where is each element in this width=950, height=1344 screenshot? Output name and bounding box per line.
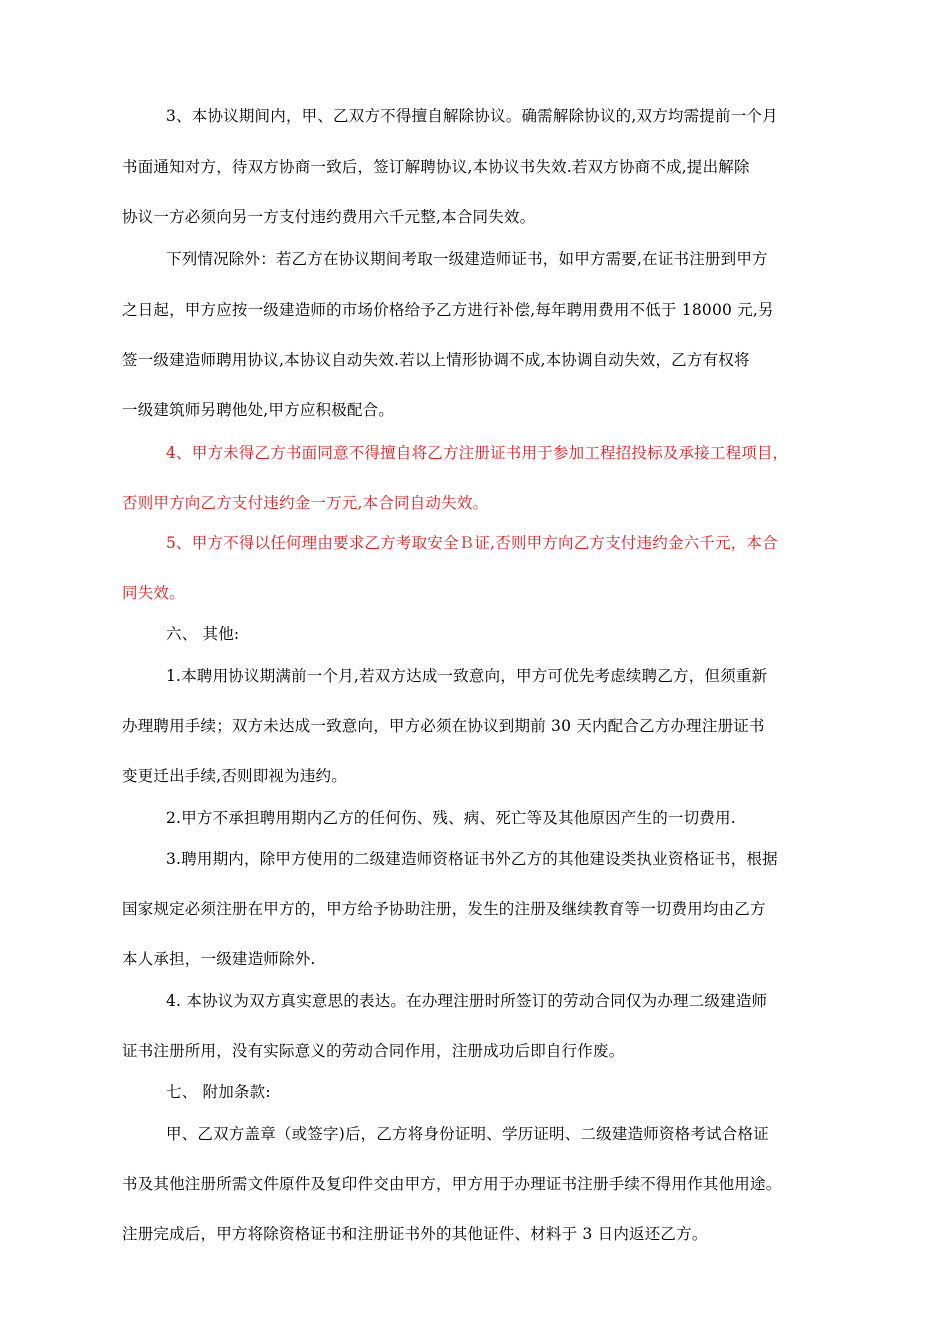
item-2-line-1: 2.甲方不承担聘用期内乙方的任何伤、残、病、死亡等及其他原因产生的一切费用. xyxy=(166,809,736,827)
section-7-heading: 七、 附加条款: xyxy=(166,1083,271,1101)
clause-3-line-3: 协议一方必须向另一方支付违约费用六千元整,本合同失效。 xyxy=(122,208,536,226)
clause-5-line-2: 同失效。 xyxy=(122,584,185,602)
item-1-line-2: 办理聘用手续；双方未达成一致意向，甲方必须在协议到期前 30 天内配合乙方办理注册证书 xyxy=(122,717,765,735)
additional-line-1: 甲、乙双方盖章（或签字)后，乙方将身份证明、学历证明、二级建造师资格考试合格证 xyxy=(166,1125,769,1143)
item-4-line-1: 4. 本协议为双方真实意思的表达。在办理注册时所签订的劳动合同仅为办理二级建造师 xyxy=(166,992,768,1010)
item-4-line-2: 证书注册所用，没有实际意义的劳动合同作用，注册成功后即自行作废。 xyxy=(122,1042,625,1060)
item-1-line-3: 变更迁出手续,否则即视为违约。 xyxy=(122,767,347,785)
clause-4-line-1: 4、甲方未得乙方书面同意不得擅自将乙方注册证书用于参加工程招投标及承接工程项目， xyxy=(166,444,789,462)
item-3-line-1: 3.聘用期内，除甲方使用的二级建造师资格证书外乙方的其他建设类执业资格证书，根据 xyxy=(166,850,778,868)
clause-3-line-2: 书面通知对方，待双方协商一致后，签订解聘协议,本协议书失效.若双方协商不成,提出解除 xyxy=(122,158,750,176)
clause-4-line-2: 否则甲方向乙方支付违约金一万元,本合同自动失效。 xyxy=(122,494,489,512)
additional-line-3: 注册完成后，甲方将除资格证书和注册证书外的其他证件、材料于 3 日内返还乙方。 xyxy=(122,1225,708,1243)
exception-line-2: 之日起，甲方应按一级建造师的市场价格给予乙方进行补偿,每年聘用费用不低于 18000 元,另 xyxy=(122,301,774,319)
section-6-heading: 六、 其他: xyxy=(166,625,240,643)
exception-line-4: 一级建筑师另聘他处,甲方应积极配合。 xyxy=(122,401,395,419)
clause-3-line-1: 3、本协议期间内，甲、乙双方不得擅自解除协议。确需解除协议的,双方均需提前一个月 xyxy=(166,107,778,125)
exception-line-1: 下列情况除外：若乙方在协议期间考取一级建造师证书，如甲方需要,在证书注册到甲方 xyxy=(166,250,768,268)
exception-line-3: 签一级建造师聘用协议,本协议自动失效.若以上情形协调不成,本协调自动失效，乙方有权将 xyxy=(122,351,750,369)
item-1-line-1: 1.本聘用协议期满前一个月,若双方达成一致意向，甲方可优先考虑续聘乙方，但须重新 xyxy=(166,667,768,685)
additional-line-2: 书及其他注册所需文件原件及复印件交由甲方，甲方用于办理证书注册手续不得用作其他用途。 xyxy=(122,1175,782,1193)
item-3-line-2: 国家规定必须注册在甲方的，甲方给予协助注册，发生的注册及继续教育等一切费用均由乙方 xyxy=(122,900,766,918)
item-3-line-3: 本人承担，一级建造师除外. xyxy=(122,950,316,968)
clause-5-line-1: 5、甲方不得以任何理由要求乙方考取安全Ｂ证,否则甲方向乙方支付违约金六千元，本合 xyxy=(166,534,778,552)
